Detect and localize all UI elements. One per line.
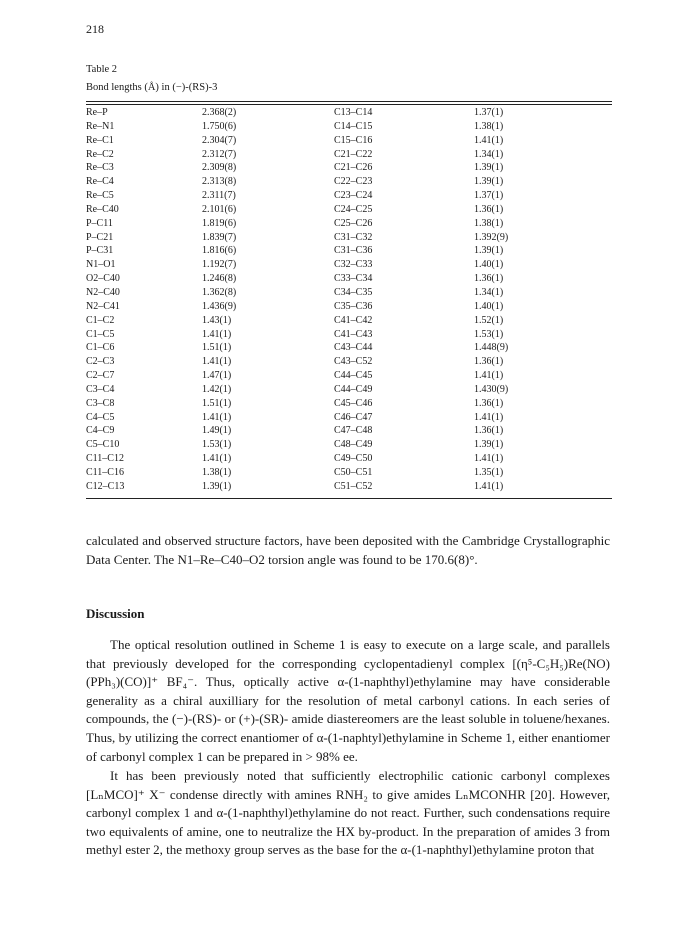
table-cell-bond-right: C32–C33 bbox=[334, 259, 373, 271]
table-cell-length-left: 1.41(1) bbox=[202, 453, 232, 465]
table-cell-bond-right: C34–C35 bbox=[334, 286, 373, 298]
table-cell-bond-right: C31–C32 bbox=[334, 231, 373, 243]
table-cell-bond-left: C1–C5 bbox=[86, 328, 115, 340]
table-cell-length-left: 1.839(7) bbox=[202, 231, 237, 243]
table-cell-bond-left: C1–C2 bbox=[86, 314, 115, 326]
table-row bbox=[86, 161, 612, 175]
table-cell-bond-left: P–C21 bbox=[86, 231, 114, 243]
table-cell-bond-right: C49–C50 bbox=[334, 453, 373, 465]
table-cell-length-right: 1.448(9) bbox=[474, 342, 509, 354]
table-cell-bond-left: Re–N1 bbox=[86, 120, 115, 132]
table-cell-length-left: 1.750(6) bbox=[202, 120, 237, 132]
table-cell-length-right: 1.37(1) bbox=[474, 190, 504, 202]
table-cell-bond-left: Re–C5 bbox=[86, 190, 114, 202]
table-row bbox=[86, 134, 612, 148]
table-cell-bond-left: C12–C13 bbox=[86, 480, 125, 492]
table-cell-length-right: 1.36(1) bbox=[474, 397, 504, 409]
table-cell-bond-left: Re–C4 bbox=[86, 176, 114, 188]
table-row bbox=[86, 438, 612, 452]
table-cell-length-right: 1.41(1) bbox=[474, 453, 504, 465]
table-row bbox=[86, 466, 612, 480]
table-row bbox=[86, 300, 612, 314]
table-cell-bond-right: C33–C34 bbox=[334, 273, 373, 285]
section-heading: Discussion bbox=[86, 606, 145, 621]
table-cell-bond-right: C35–C36 bbox=[334, 300, 373, 312]
table-cell-length-left: 1.246(8) bbox=[202, 273, 237, 285]
table-cell-bond-left: Re–C3 bbox=[86, 162, 114, 174]
table-cell-bond-right: C41–C42 bbox=[334, 314, 373, 326]
table-cell-bond-left: C3–C4 bbox=[86, 383, 115, 395]
table-cell-length-right: 1.39(1) bbox=[474, 439, 504, 451]
table-row bbox=[86, 272, 612, 286]
table-cell-length-left: 1.49(1) bbox=[202, 425, 232, 437]
table-cell-bond-right: C45–C46 bbox=[334, 397, 373, 409]
table-cell-bond-left: C4–C9 bbox=[86, 425, 115, 437]
table-cell-length-right: 1.36(1) bbox=[474, 356, 504, 368]
table-cell-length-right: 1.35(1) bbox=[474, 466, 504, 478]
table-cell-length-right: 1.34(1) bbox=[474, 148, 504, 160]
table-cell-bond-left: Re–C1 bbox=[86, 134, 114, 146]
table-cell-length-right: 1.430(9) bbox=[474, 383, 509, 395]
table-row bbox=[86, 189, 612, 203]
table-row bbox=[86, 106, 612, 120]
table-row bbox=[86, 175, 612, 189]
table-top-rule bbox=[86, 101, 612, 102]
table-cell-bond-right: C43–C52 bbox=[334, 356, 373, 368]
table-cell-bond-right: C14–C15 bbox=[334, 120, 373, 132]
table-cell-length-left: 1.47(1) bbox=[202, 370, 232, 382]
table-row bbox=[86, 286, 612, 300]
table-cell-length-right: 1.40(1) bbox=[474, 259, 504, 271]
table-cell-length-left: 2.304(7) bbox=[202, 134, 237, 146]
bond-length-table bbox=[86, 106, 612, 494]
table-cell-length-left: 2.311(7) bbox=[202, 190, 236, 202]
table-cell-bond-left: O2–C40 bbox=[86, 273, 120, 285]
table-cell-bond-left: C11–C12 bbox=[86, 453, 124, 465]
table-cell-length-right: 1.36(1) bbox=[474, 273, 504, 285]
table-cell-bond-right: C22–C23 bbox=[334, 176, 373, 188]
table-cell-length-left: 2.368(2) bbox=[202, 107, 237, 118]
table-cell-bond-right: C23–C24 bbox=[334, 190, 373, 202]
table-row bbox=[86, 424, 612, 438]
table-caption: Bond lengths (Å) in (−)-(RS)-3 bbox=[86, 82, 218, 93]
table-row bbox=[86, 383, 612, 397]
table-cell-bond-right: C21–C26 bbox=[334, 162, 373, 174]
table-cell-bond-right: C43–C44 bbox=[334, 342, 373, 354]
page-number: 218 bbox=[86, 22, 104, 36]
table-row bbox=[86, 328, 612, 342]
table-cell-length-left: 1.41(1) bbox=[202, 328, 232, 340]
table-row bbox=[86, 258, 612, 272]
table-cell-length-right: 1.38(1) bbox=[474, 217, 504, 229]
table-cell-bond-left: C5–C10 bbox=[86, 439, 120, 451]
table-cell-length-right: 1.52(1) bbox=[474, 314, 504, 326]
table-cell-length-right: 1.40(1) bbox=[474, 300, 504, 312]
table-cell-length-left: 2.312(7) bbox=[202, 148, 237, 160]
table-cell-length-left: 1.192(7) bbox=[202, 259, 237, 271]
table-row bbox=[86, 452, 612, 466]
table-cell-length-right: 1.41(1) bbox=[474, 480, 504, 492]
table-cell-bond-left: C3–C8 bbox=[86, 397, 115, 409]
table-row bbox=[86, 148, 612, 162]
table-cell-length-right: 1.53(1) bbox=[474, 328, 504, 340]
table-cell-length-right: 1.36(1) bbox=[474, 203, 504, 215]
table-cell-bond-left: Re–C40 bbox=[86, 203, 119, 215]
table-cell-bond-left: C2–C3 bbox=[86, 356, 115, 368]
table-cell-bond-right: C24–C25 bbox=[334, 203, 373, 215]
table-cell-bond-right: C50–C51 bbox=[334, 466, 373, 478]
table-row bbox=[86, 411, 612, 425]
table-cell-length-right: 1.41(1) bbox=[474, 134, 504, 146]
table-row bbox=[86, 314, 612, 328]
table-cell-bond-right: C47–C48 bbox=[334, 425, 373, 437]
table-cell-bond-right: C48–C49 bbox=[334, 439, 373, 451]
table-cell-length-left: 1.41(1) bbox=[202, 356, 232, 368]
table-cell-bond-right: C44–C49 bbox=[334, 383, 373, 395]
table-cell-bond-right: C21–C22 bbox=[334, 148, 373, 160]
table-cell-length-right: 1.41(1) bbox=[474, 411, 504, 423]
table-cell-length-left: 2.313(8) bbox=[202, 176, 237, 188]
table-cell-bond-right: C46–C47 bbox=[334, 411, 373, 423]
table-cell-bond-left: N2–C41 bbox=[86, 300, 120, 312]
table-cell-bond-left: C4–C5 bbox=[86, 411, 115, 423]
table-row bbox=[86, 355, 612, 369]
table-cell-bond-right: C51–C52 bbox=[334, 480, 373, 492]
table-cell-length-right: 1.39(1) bbox=[474, 176, 504, 188]
table-cell-length-left: 1.362(8) bbox=[202, 286, 237, 298]
table-cell-bond-right: C13–C14 bbox=[334, 107, 373, 118]
table-cell-bond-left: Re–P bbox=[86, 107, 108, 118]
table-row bbox=[86, 397, 612, 411]
table-cell-bond-left: P–C11 bbox=[86, 217, 113, 229]
table-cell-length-right: 1.39(1) bbox=[474, 162, 504, 174]
table-row bbox=[86, 203, 612, 217]
table-cell-length-left: 1.42(1) bbox=[202, 383, 232, 395]
table-top-rule-2 bbox=[86, 104, 612, 105]
table-cell-bond-right: C44–C45 bbox=[334, 370, 373, 382]
table-cell-length-left: 1.436(9) bbox=[202, 300, 237, 312]
table-cell-length-left: 1.819(6) bbox=[202, 217, 237, 229]
table-row bbox=[86, 341, 612, 355]
table-cell-length-left: 1.38(1) bbox=[202, 466, 232, 478]
table-row bbox=[86, 217, 612, 231]
table-cell-bond-right: C15–C16 bbox=[334, 134, 373, 146]
table-cell-bond-left: C2–C7 bbox=[86, 370, 115, 382]
paragraph-1: The optical resolution outlined in Scheme 1 is easy to execute on a large scale, and parallels that previously developed for the corresponding cyclopentadienyl complex [(η⁵-C₅H₅)Re(NO)(PPh₃)(CO)]⁺ BF₄⁻. Thus, optically active α-(1-naphthyl)ethylamine may have considerable generality as a chiral auxilliary for the resolution of metal carbonyl cations. In each series of compounds, the (−)-(RS)- or (+)-(SR)- amide diastereomers are the least soluble in toluene/hexanes. Thus, by utilizing the correct enantiomer of α-(1-naphtyl)ethylamine in Scheme 1, either enantiomer of carbonyl complex 1 can be prepared in > 98% ee. bbox=[86, 637, 610, 764]
table-cell-length-left: 1.39(1) bbox=[202, 480, 232, 492]
table-cell-length-left: 1.51(1) bbox=[202, 397, 232, 409]
table-cell-length-left: 1.53(1) bbox=[202, 439, 232, 451]
table-cell-length-left: 1.51(1) bbox=[202, 342, 232, 354]
table-cell-length-right: 1.41(1) bbox=[474, 370, 504, 382]
table-cell-bond-left: C1–C6 bbox=[86, 342, 115, 354]
table-row bbox=[86, 480, 612, 494]
table-cell-length-right: 1.38(1) bbox=[474, 120, 504, 132]
table-cell-length-left: 1.41(1) bbox=[202, 411, 232, 423]
table-cell-bond-left: P–C31 bbox=[86, 245, 114, 257]
table-cell-length-left: 2.309(8) bbox=[202, 162, 237, 174]
table-cell-bond-left: C11–C16 bbox=[86, 466, 124, 478]
table-cell-bond-right: C41–C43 bbox=[334, 328, 373, 340]
table-row bbox=[86, 120, 612, 134]
table-cell-length-right: 1.392(9) bbox=[474, 231, 509, 243]
table-cell-length-right: 1.36(1) bbox=[474, 425, 504, 437]
table-cell-length-left: 2.101(6) bbox=[202, 203, 237, 215]
table-cell-bond-left: Re–C2 bbox=[86, 148, 114, 160]
table-bottom-rule bbox=[86, 498, 612, 499]
table-cell-bond-right: C25–C26 bbox=[334, 217, 373, 229]
table-cell-bond-right: C31–C36 bbox=[334, 245, 373, 257]
table-cell-bond-left: N2–C40 bbox=[86, 286, 120, 298]
table-row bbox=[86, 369, 612, 383]
paragraph-intro: calculated and observed structure factors, have been deposited with the Cambridge Crystallographic Data Center. The N1–Re–C40–O2 torsion angle was found to be 170.6(8)°. bbox=[86, 533, 610, 567]
table-cell-length-right: 1.39(1) bbox=[474, 245, 504, 257]
table-cell-length-left: 1.816(6) bbox=[202, 245, 237, 257]
table-row bbox=[86, 244, 612, 258]
table-cell-length-right: 1.37(1) bbox=[474, 107, 504, 118]
table-cell-length-right: 1.34(1) bbox=[474, 286, 504, 298]
table-cell-bond-left: N1–O1 bbox=[86, 259, 116, 271]
table-label: Table 2 bbox=[86, 64, 118, 75]
paragraph-2: It has been previously noted that sufficiently electrophilic cationic carbonyl complexes [LₙMCO]⁺ X⁻ condense directly with amines RNH₂ to give amides LₙMCONHR [20]. However, carbonyl complex 1 and α-(1-naphthyl)ethylamine do not react. Further, such condensations require two equivalents of amine, one to neutralize the HX by-product. In the preparation of amides 3 from methyl ester 2, the methoxy group serves as the base for the α-(1-naphthyl)ethylamine proton that bbox=[86, 768, 610, 858]
table-row bbox=[86, 231, 612, 245]
table-cell-length-left: 1.43(1) bbox=[202, 314, 232, 326]
